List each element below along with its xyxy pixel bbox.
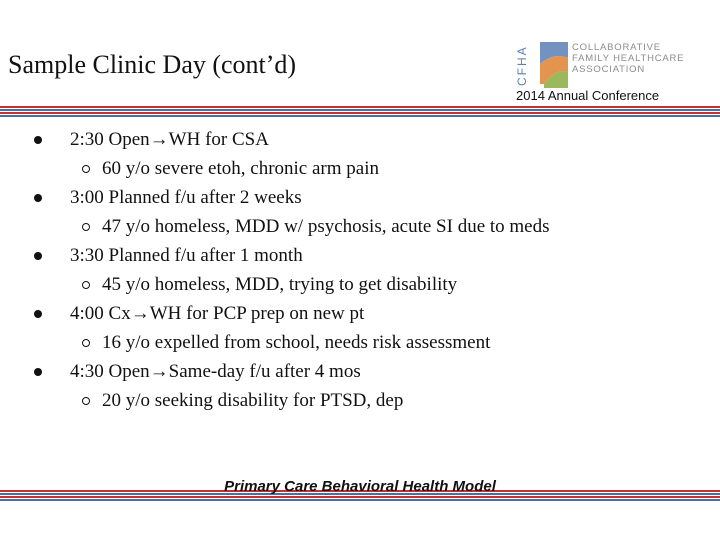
logo-line-2: FAMILY HEALTHCARE xyxy=(572,53,685,64)
bullet-dot xyxy=(34,310,42,318)
bullet-dot xyxy=(34,252,42,260)
footer-label: Primary Care Behavioral Health Model xyxy=(224,478,496,495)
top-divider xyxy=(0,106,720,117)
logo-wordmark xyxy=(572,42,702,75)
sub-bullet-circle xyxy=(82,165,90,173)
sub-bullet-circle xyxy=(82,397,90,405)
subitem-text: 45 y/o homeless, MDD, trying to get disability xyxy=(102,274,458,295)
subitem-text: 16 y/o expelled from school, needs risk assessment xyxy=(102,332,491,353)
cfha-logo-mark xyxy=(516,38,572,90)
bullet-dot xyxy=(34,368,42,376)
logo-line-1: COLLABORATIVE xyxy=(572,42,661,53)
bullet-dot xyxy=(34,194,42,202)
item-text: 3:30 Planned f/u after 1 month xyxy=(70,245,303,266)
bullet-dot xyxy=(34,136,42,144)
conference-label: 2014 Annual Conference xyxy=(516,88,660,103)
cfha-logo xyxy=(516,38,706,90)
slide-title: Sample Clinic Day (cont’d) xyxy=(8,50,297,79)
sub-bullet-circle xyxy=(82,281,90,289)
sub-bullet-circle xyxy=(82,223,90,231)
logo-line-3: ASSOCIATION xyxy=(572,64,646,75)
sub-bullet-circle xyxy=(82,339,90,347)
item-text: 4:30 Open→Same-day f/u after 4 mos xyxy=(70,361,361,382)
subitem-text: 60 y/o severe etoh, chronic arm pain xyxy=(102,158,379,179)
item-text: 4:00 Cx→WH for PCP prep on new pt xyxy=(70,303,365,324)
item-text: 3:00 Planned f/u after 2 weeks xyxy=(70,187,302,208)
cfha-letters: CFHA xyxy=(516,45,529,86)
subitem-text: 20 y/o seeking disability for PTSD, dep xyxy=(102,390,404,411)
item-text: 2:30 Open→WH for CSA xyxy=(70,129,269,150)
subitem-text: 47 y/o homeless, MDD w/ psychosis, acute SI due to meds xyxy=(102,216,550,237)
